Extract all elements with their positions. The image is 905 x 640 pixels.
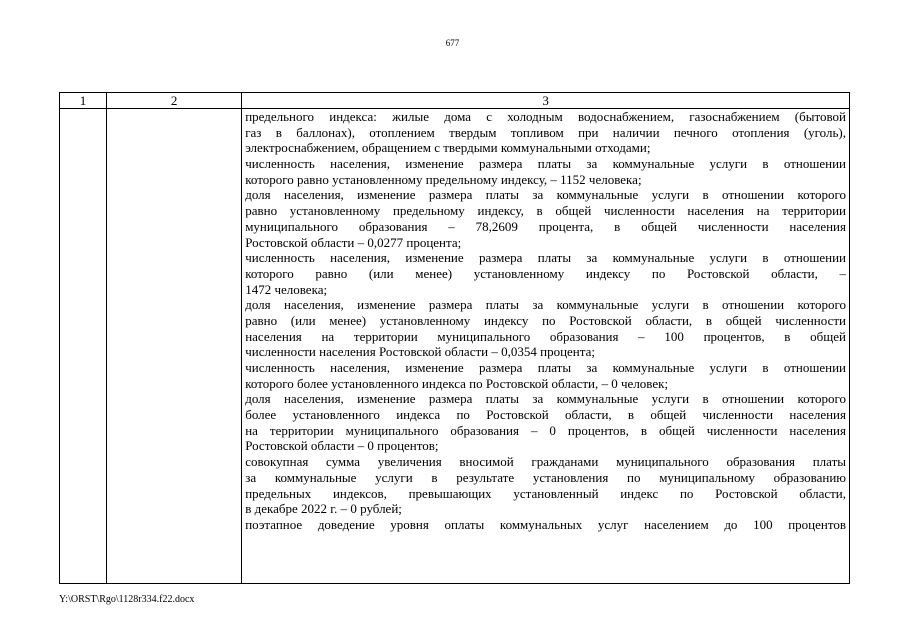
text-line: равно (или менее) установленному индексу по Ростовской области, в общей численности	[245, 312, 846, 328]
table-cell-col2	[107, 109, 242, 584]
text-line: 1472 человека;	[245, 281, 328, 297]
text-line: совокупная сумма увеличения вносимой гражданами муниципального образования платы	[245, 454, 846, 470]
text-line: Ростовской области – 0,0277 процента;	[245, 234, 462, 250]
text-line: за коммунальные услуги в результате установления по муниципальному образованию	[245, 469, 846, 485]
text-line: электроснабжением, обращением с твердыми коммунальными отходами;	[245, 140, 651, 156]
text-line: населения на территории муниципального образования – 100 процентов, в общей	[245, 328, 846, 344]
text-line: предельного индекса: жилые дома с холодным водоснабжением, газоснабжением (бытовой	[245, 109, 846, 124]
text-line: численность населения, изменение размера платы за коммунальные услуги в отношении	[245, 156, 846, 172]
table-row	[60, 109, 850, 584]
text-line: Ростовской области – 0 процентов;	[245, 438, 439, 454]
column-header-2: 2	[107, 93, 242, 109]
text-line: которого равно установленному предельному индексу, – 1152 человека;	[245, 171, 642, 187]
text-line: численность населения, изменение размера платы за коммунальные услуги в отношении	[245, 250, 846, 266]
text-line: доля населения, изменение размера платы за коммунальные услуги в отношении которого	[245, 187, 846, 203]
document-table	[59, 92, 850, 584]
text-line: численность населения, изменение размера платы за коммунальные услуги в отношении	[245, 360, 846, 375]
text-line: в декабре 2022 г. – 0 рублей;	[245, 501, 402, 517]
text-line: равно установленному предельному индексу, в общей численности населения на территории	[245, 203, 846, 219]
text-line: на территории муниципального образования – 0 процентов, в общей численности населения	[245, 422, 846, 438]
table-cell-col1	[60, 109, 107, 584]
table-cell-col3	[242, 109, 850, 584]
text-line: которого более установленного индекса по Ростовской области, – 0 человек;	[245, 375, 669, 391]
text-line: более установленного индекса по Ростовской области, в общей численности населения	[245, 407, 846, 423]
column-header-3: 3	[242, 93, 850, 109]
file-path-footer: Y:\ORST\Rgo\1128r334.f22.docx	[59, 594, 195, 605]
text-line: доля населения, изменение размера платы за коммунальные услуги в отношении которого	[245, 297, 846, 313]
text-line: которого равно (или менее) установленному индексу по Ростовской области, –	[245, 265, 846, 281]
text-line: предельных индексов, превышающих установленный индекс по Ростовской области,	[245, 485, 846, 501]
column-header-1: 1	[60, 93, 107, 109]
page-number: 677	[445, 38, 460, 48]
text-line: муниципального образования – 78,2609 процента, в общей численности населения	[245, 218, 846, 234]
text-line: поэтапное доведение уровня оплаты коммунальных услуг населением до 100 процентов	[245, 516, 846, 532]
text-line: доля населения, изменение размера платы за коммунальные услуги в отношении которого	[245, 391, 846, 407]
table-header-row	[60, 93, 850, 109]
text-lines	[245, 109, 846, 533]
text-line: численности населения Ростовской области – 0,0354 процента;	[245, 344, 595, 360]
text-line: газ в баллонах), отоплением твердым топливом при наличии печного отопления (уголь),	[245, 124, 846, 140]
